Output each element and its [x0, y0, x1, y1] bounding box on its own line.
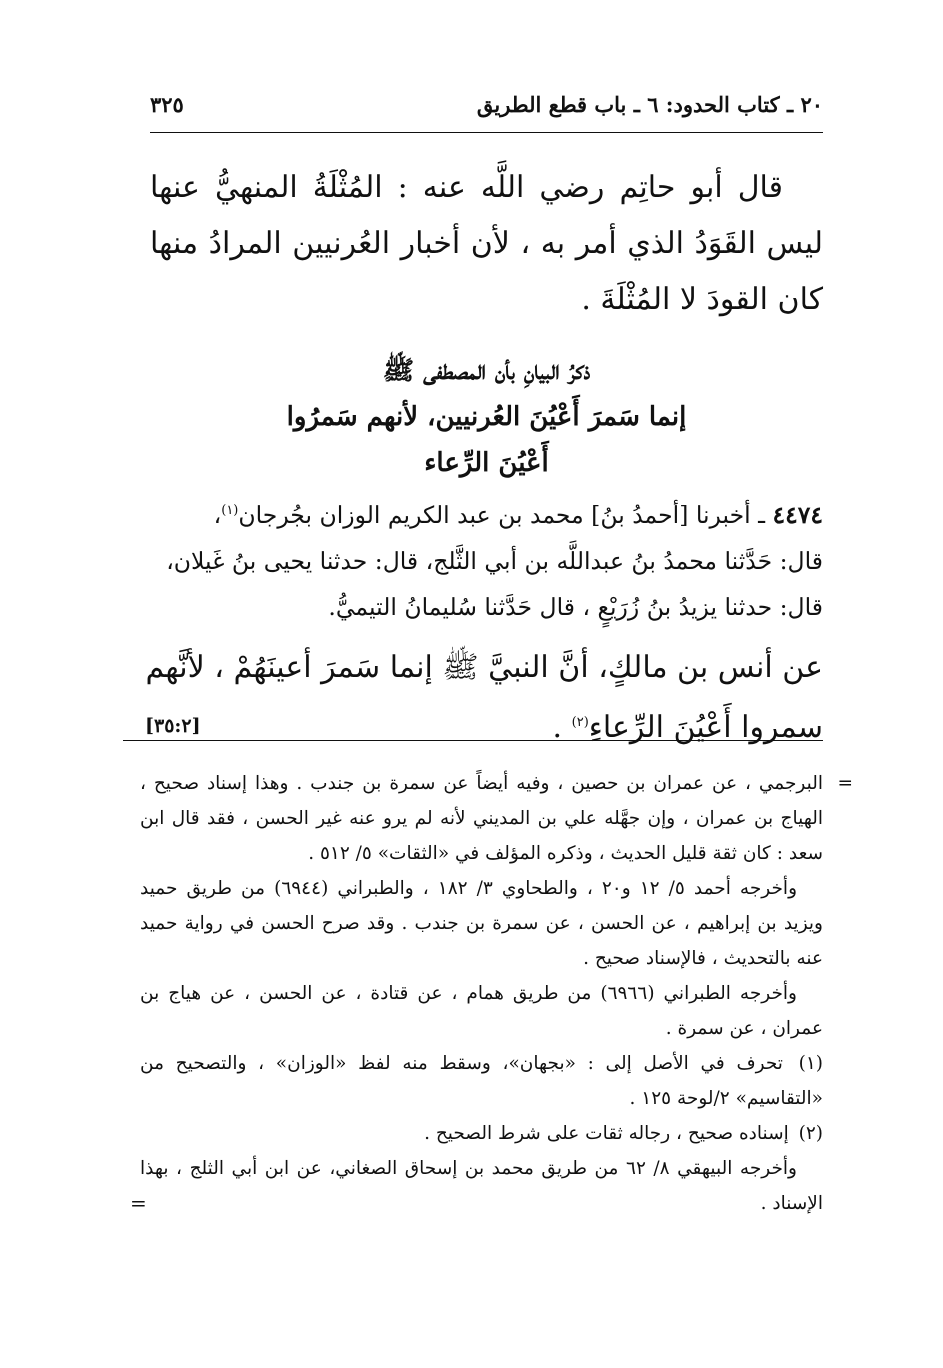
- chapter-heading-line: أَعْيُنَ الرِّعاء: [424, 448, 549, 478]
- footnote-label: (٢): [798, 1123, 823, 1144]
- isnad-line: [145, 488, 823, 538]
- footnote-text: البرجمي ، عن عمران بن حصين ، وفيه أيضاً عن سمرة بن جندب . وهذا إسناد صحيح ، الهياج بن عمران ، وإن جهَّله علي بن المديني لأنه لم يرو عنه غير الحسن ، فقد قال ابن سعد : كان ثقة قليل الحديث ، وذكره المؤلف في «الثقات» ٥/ ٥١٢ .: [140, 773, 823, 864]
- footnote-1: [140, 1046, 823, 1116]
- footnote-text: وأخرجه البيهقي ٨/ ٦٢ من طريق محمد بن إسحاق الصغاني، عن ابن أبي الثلج ، بهذا الإسناد .: [140, 1158, 823, 1214]
- chapter-heading-line: إنما سَمرَ أَعْيُنَ العُرنيين، لأنهم سَمرُوا: [286, 402, 687, 432]
- hadith-isnad: [145, 488, 823, 630]
- hadith-reference: [٣٥:٢]: [145, 715, 201, 737]
- footnote-divider: [123, 740, 823, 741]
- matn-line: [145, 695, 823, 755]
- page-header: [150, 92, 823, 126]
- chapter-heading: [150, 348, 823, 486]
- matn-line: عن أنس بن مالكٍ، أنَّ النبيَّ ﷺ إنما سَمرَ أعينَهُمْ ، لأنَّهم: [145, 650, 823, 685]
- footnote-ref: (١): [221, 503, 239, 518]
- commentary-paragraph: قال أبو حاتِم رضي اللَّه عنه : المُثْلَةُ المنهيُّ عنها ليس القَوَدُ الذي أمر به ، لأن أخبار العُرنيين المرادُ منها كان القودَ لا المُثْلَةَ .: [150, 170, 823, 317]
- isnad-text: ـ أخبرنا [أحمدُ بنُ] محمد بن عبد الكريم الوزان بجُرجان: [238, 500, 766, 529]
- footnote-continuation: [140, 766, 853, 871]
- isnad-line: قال: حدثنا يزيدُ بنُ زُرَيْعٍ ، قال حَدَّثنا سُليمانُ التيميُّ.: [328, 592, 823, 621]
- footnote-2: [140, 1116, 823, 1151]
- continues-marker: =: [130, 1191, 147, 1215]
- footnote-text: إسناده صحيح ، رجاله ثقات على شرط الصحيح .: [424, 1123, 789, 1144]
- isnad-punct: ،: [213, 500, 222, 529]
- chapter-heading-line: ذكرُ البيانِ بأن المصطفى ﷺ: [382, 356, 591, 386]
- header-divider: [150, 132, 823, 133]
- matn-punct: .: [552, 710, 563, 745]
- footnote-text: تحرف في الأصل إلى : «بجهان»، وسقط منه لفظ «الوزان» ، والتصحيح من «التقاسيم» ٢/لوحة ١٢٥ .: [140, 1053, 823, 1109]
- footnote-paragraph: وأخرجه أحمد ٥/ ١٢ و٢٠ ، والطحاوي ٣/ ١٨٢ ، والطبراني (٦٩٤٤) من طريق حميد ويزيد بن إبراهيم ، عن الحسن ، عن سمرة بن جندب . وقد صرح الحسن في رواية حميد عنه بالتحديث ، فالإسناد صحيح .: [140, 878, 823, 969]
- footnote-paragraph: وأخرجه الطبراني (٦٩٦٦) من طريق همام ، عن قتادة ، عن الحسن ، عن هياج بن عمران ، عن سمرة .: [140, 983, 823, 1039]
- hadith-matn: [145, 640, 823, 755]
- hadith-number: ٤٤٧٤: [772, 500, 823, 529]
- footnote-label: (١): [798, 1053, 823, 1074]
- footnotes: [130, 766, 853, 1221]
- footnote-ref: (٢): [571, 715, 589, 730]
- running-title: ٢٠ ـ كتاب الحدود: ٦ ـ باب قطع الطريق: [476, 92, 823, 117]
- isnad-line: قال: حَدَّثنا محمدُ بنُ عبداللَّه بن أبي الثَّلج، قال: حدثنا يحيى بنُ غَيلان،: [166, 546, 823, 575]
- matn-text: سمروا أَعْيُنَ الرِّعاءِ: [588, 710, 823, 745]
- page-number: ٣٢٥: [150, 92, 184, 117]
- continuation-marker: =: [837, 773, 853, 794]
- footnote-paragraph: [130, 1151, 823, 1221]
